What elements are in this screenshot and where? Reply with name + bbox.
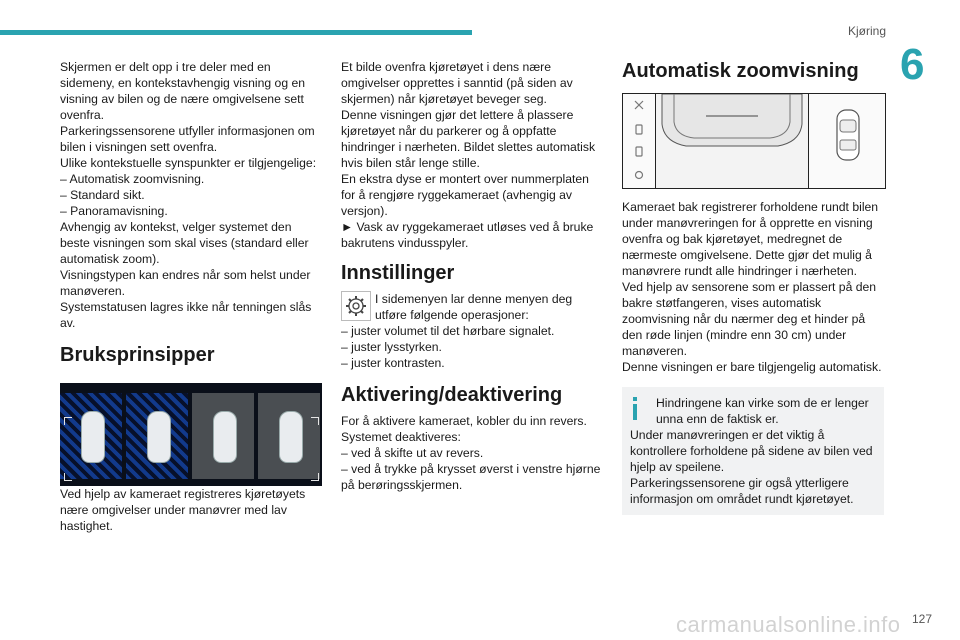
list-item: – juster kontrasten. [341,356,445,370]
info-text: Parkeringssensorene gir også ytterligere informasjon om området rundt kjøretøyet. [630,476,854,506]
figure-caption: Ved hjelp av kameraet registreres kjøretøyets nære omgivelser under manøvrer med lav hastighet. [60,487,306,533]
info-text: Hindringene kan virke som de er lenger unna enn de faktisk er. [656,396,869,426]
list-item: – Standard sikt. [60,188,145,202]
hatched-view-panel [60,393,122,479]
header-accent-bar [0,30,472,35]
camera-view-panel [258,393,320,479]
paragraph: Denne visningen er bare tilgjengelig automatisk. [622,360,882,374]
side-menu [623,94,656,188]
paragraph: Visningstypen kan endres når som helst under manøveren. [60,268,311,298]
info-box [622,387,884,515]
paragraph: Denne visningen gjør det lettere å plassere kjøretøyet når du parkerer og å oppfatte hindringer i nærheten. Bildet slettes automatisk hvis bilen står lenge stille. [341,108,596,170]
column-1 [60,59,322,534]
settings-description [341,291,603,323]
car-views-illustration [60,383,322,486]
list-item: – Panoramavisning. [60,204,168,218]
chapter-number: 6 [900,40,925,89]
paragraph: Ulike kontekstuelle synspunkter er tilgjengelige: [60,156,317,170]
column-2 [341,59,603,493]
gear-icon [341,291,371,321]
top-view-panel [809,94,885,188]
paragraph: ► Vask av ryggekameraet utløses ved å bruke bakrutens vindusspyler. [341,220,594,250]
paragraph: Systemet deaktiveres: [341,430,461,444]
page-number: 127 [911,612,932,626]
heading-innstillinger: Innstillinger [341,262,455,284]
paragraph: Ved hjelp av sensorene som er plassert på den bakre støtfangeren, vises automatisk zoomvisning når du nærmer deg et hinder på den røde linjen (mindre enn 30 cm) under manøveren. [622,280,877,358]
list-item: – Automatisk zoomvisning. [60,172,205,186]
paragraph: En ekstra dyse er montert over nummerplaten for å rengjøre ryggekameraet (avhengig av versjon). [341,172,589,218]
list-item: – ved å trykke på krysset øverst i venstre hjørne på berøringsskjermen. [341,462,601,492]
heading-aktivering: Aktivering/deaktivering [341,384,563,406]
car-icon [147,411,171,463]
auto-zoom-screen-illustration [622,93,886,189]
paragraph: Systemstatusen lagres ikke når tenningen slås av. [60,300,312,330]
paragraph: Kameraet bak registrerer forholdene rundt bilen under manøvreringen for å opprette en visning ovenfra og bak kjøretøyet, medregnet de nærmeste omgivelsene. Dette gjør det mulig å manøvrere rundt alle hindringer i nærheten. [622,200,879,278]
paragraph: Parkeringssensorene utfyller informasjonen om bilen i visningen sett ovenfra. [60,124,315,154]
zoom-camera-view [656,94,809,188]
camera-view-panel [192,393,254,479]
car-icon [279,411,303,463]
heading-automatisk-zoomvisning: Automatisk zoomvisning [622,60,859,82]
paragraph: Et bilde ovenfra kjøretøyet i dens nære omgivelser opprettes i sanntid (på siden av skjermen) når kjøretøyet beveger seg. [341,60,573,106]
section-title: Kjøring [847,24,886,38]
info-text: Under manøvreringen er det viktig å kontrollere forholdene på sidene av bilen ved hjelp av speilene. [630,428,873,474]
paragraph: For å aktivere kameraet, kobler du inn revers. [341,414,587,428]
hatched-view-panel [126,393,188,479]
info-icon [630,397,640,421]
heading-bruksprinsipper: Bruksprinsipper [60,344,215,366]
paragraph: Avhengig av kontekst, velger systemet den beste visningen som skal vises (standard eller automatisk zoom). [60,220,309,266]
list-item: – juster lysstyrken. [341,340,442,354]
list-item: – juster volumet til det hørbare signalet. [341,324,555,338]
column-3 [622,59,884,515]
car-icon [213,411,237,463]
car-icon [81,411,105,463]
paragraph: Skjermen er delt opp i tre deler med en sidemeny, en kontekstavhengig visning og en visning av bilen og de nære omgivelsene sett ovenfra. [60,60,306,122]
settings-text: I sidemenyen lar denne menyen deg utføre følgende operasjoner: [375,292,573,322]
list-item: – ved å skifte ut av revers. [341,446,484,460]
watermark: carmanualsonline.info [676,612,901,637]
